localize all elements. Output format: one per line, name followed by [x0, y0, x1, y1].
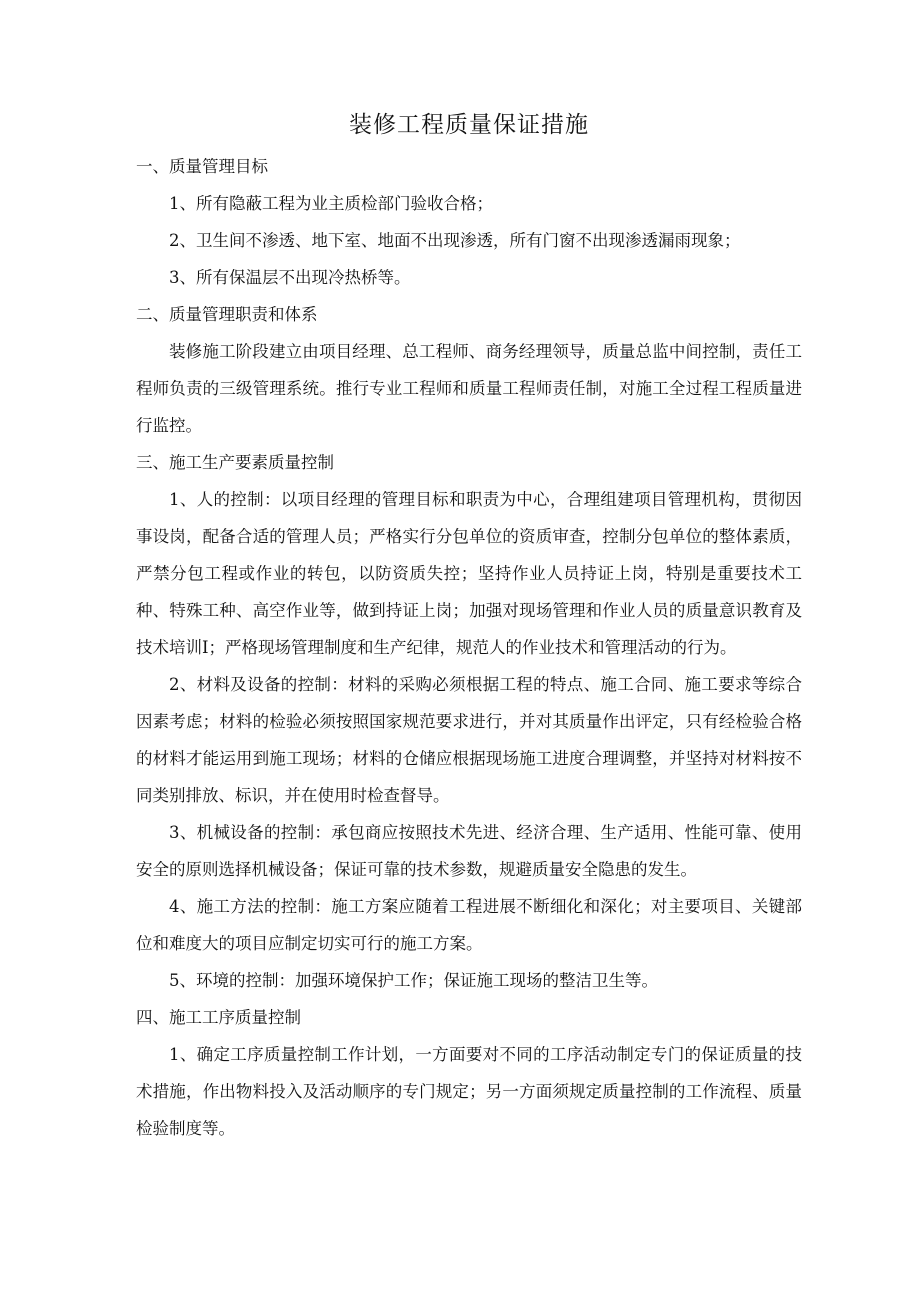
section-quality-goals [136, 148, 802, 296]
paragraph: 1、确定工序质量控制工作计划，一方面要对不同的工序活动制定专门的保证质量的技术措施，作出物料投入及活动顺序的专门规定；另一方面须规定质量控制的工作流程、质量检验制度等。 [136, 1045, 802, 1138]
section-production-factors [136, 444, 802, 999]
section-heading: 四、施工工序质量控制 [136, 1008, 301, 1027]
paragraph: 5、环境的控制：加强环境保护工作；保证施工现场的整洁卫生等。 [169, 971, 658, 990]
paragraph: 2、材料及设备的控制：材料的采购必须根据工程的特点、施工合同、施工要求等综合因素考虑；材料的检验必须按照国家规范要求进行，并对其质量作出评定，只有经检验合格的材料才能运用到施工现场；材料的仓储应根据现场施工进度合理调整，并坚持对材料按不同类别排放、标识，并在使用时检查督导。 [136, 675, 802, 805]
section-heading: 三、施工生产要素质量控制 [136, 453, 334, 472]
paragraph: 3、机械设备的控制：承包商应按照技术先进、经济合理、生产适用、性能可靠、使用安全的原则选择机械设备；保证可靠的技术参数，规避质量安全隐患的发生。 [136, 823, 802, 879]
section-heading: 一、质量管理目标 [136, 157, 268, 176]
paragraph: 1、人的控制：以项目经理的管理目标和职责为中心，合理组建项目管理机构，贯彻因事设岗，配备合适的管理人员；严格实行分包单位的资质审查，控制分包单位的整体素质，严禁分包工程或作业的转包，以防资质失控；坚持作业人员持证上岗，特别是重要技术工种、特殊工种、高空作业等，做到持证上岗；加强对现场管理和作业人员的质量意识教育及技术培训I；严格现场管理制度和生产纪律，规范人的作业技术和管理活动的行为。 [136, 490, 802, 657]
paragraph: 装修施工阶段建立由项目经理、总工程师、商务经理领导，质量总监中间控制，责任工程师负责的三级管理系统。推行专业工程师和质量工程师责任制，对施工全过程工程质量进行监控。 [136, 342, 802, 435]
paragraph: 3、所有保温层不出现冷热桥等。 [169, 268, 411, 287]
paragraph: 4、施工方法的控制：施工方案应随着工程进展不断细化和深化；对主要项目、关键部位和难度大的项目应制定切实可行的施工方案。 [136, 897, 802, 953]
section-heading: 二、质量管理职责和体系 [136, 305, 318, 324]
document-title: 装修工程质量保证措施 [349, 112, 589, 138]
paragraph: 2、卫生间不渗透、地下室、地面不出现渗透，所有门窗不出现渗透漏雨现象； [169, 231, 741, 250]
section-process-control [136, 999, 802, 1147]
paragraph: 1、所有隐蔽工程为业主质检部门验收合格； [169, 194, 493, 213]
section-responsibility-system [136, 296, 802, 444]
